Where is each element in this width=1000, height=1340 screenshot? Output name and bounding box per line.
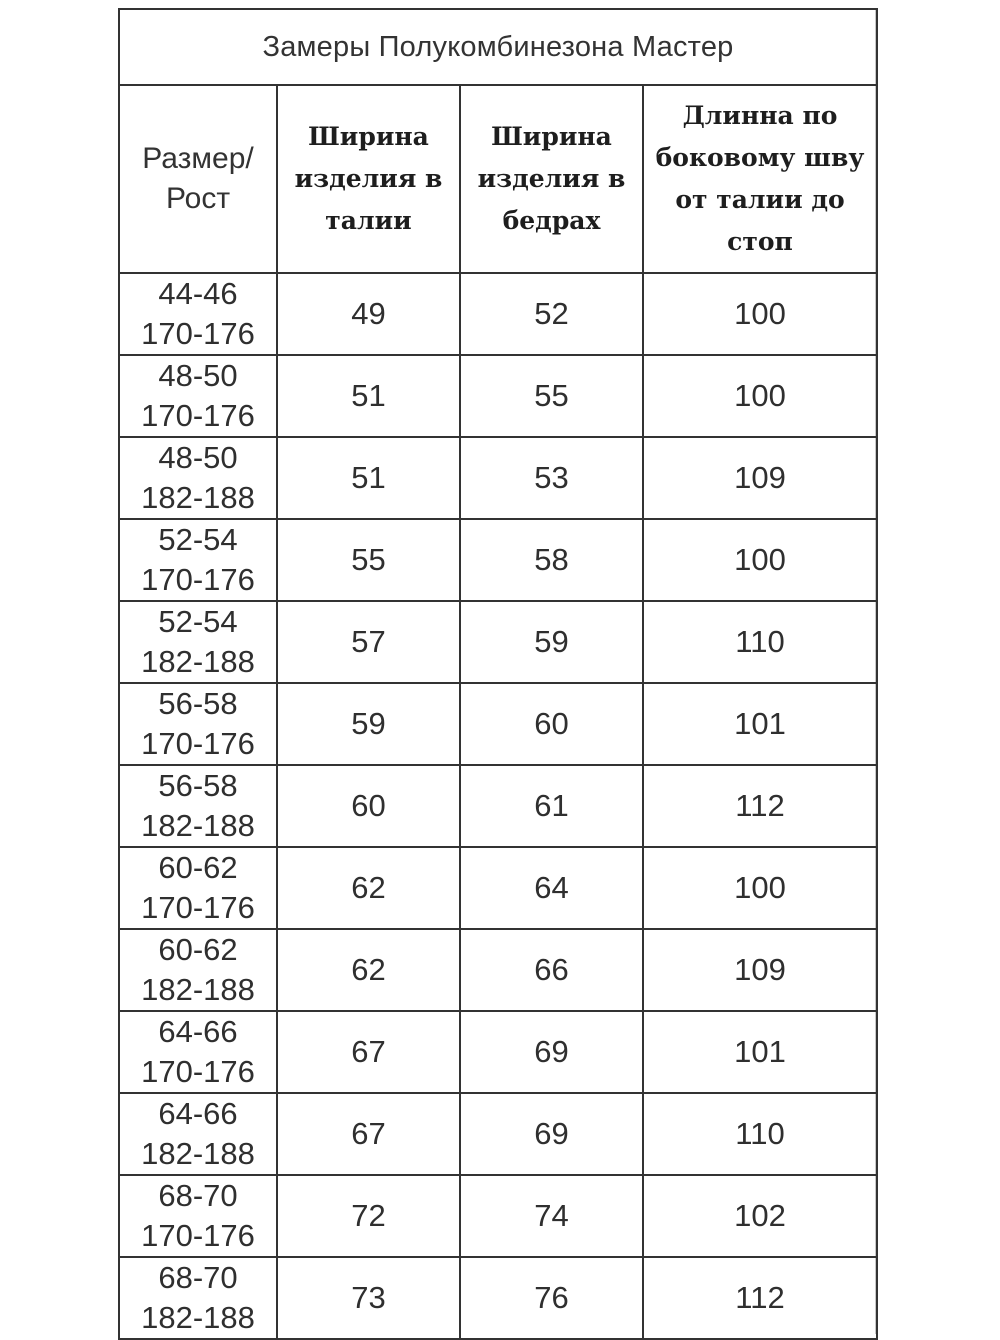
table-title: Замеры Полукомбинезона Мастер bbox=[119, 9, 877, 85]
hip-width-cell: 53 bbox=[460, 437, 643, 519]
size-height-cell bbox=[119, 1093, 277, 1175]
waist-width-cell: 59 bbox=[277, 683, 460, 765]
size-value: 60-62 bbox=[158, 932, 238, 967]
size-value: 68-70 bbox=[158, 1178, 238, 1213]
waist-width-cell: 73 bbox=[277, 1257, 460, 1339]
size-height-cell bbox=[119, 1257, 277, 1339]
size-height-cell bbox=[119, 1175, 277, 1257]
height-value: 170-176 bbox=[141, 1218, 255, 1253]
waist-width-cell: 51 bbox=[277, 437, 460, 519]
table-row bbox=[119, 519, 877, 601]
hip-width-cell: 59 bbox=[460, 601, 643, 683]
table-row bbox=[119, 437, 877, 519]
side-seam-length-cell: 102 bbox=[643, 1175, 877, 1257]
size-value: 64-66 bbox=[158, 1096, 238, 1131]
size-height-cell bbox=[119, 437, 277, 519]
table-row bbox=[119, 765, 877, 847]
hip-width-cell: 66 bbox=[460, 929, 643, 1011]
size-value: 52-54 bbox=[158, 604, 238, 639]
side-seam-length-cell: 110 bbox=[643, 1093, 877, 1175]
side-seam-length-cell: 112 bbox=[643, 765, 877, 847]
waist-width-cell: 57 bbox=[277, 601, 460, 683]
table-row bbox=[119, 1011, 877, 1093]
height-value: 182-188 bbox=[141, 1300, 255, 1335]
height-value: 182-188 bbox=[141, 972, 255, 1007]
header-row bbox=[119, 85, 877, 273]
waist-width-cell: 51 bbox=[277, 355, 460, 437]
side-seam-length-cell: 109 bbox=[643, 437, 877, 519]
height-value: 182-188 bbox=[141, 644, 255, 679]
hip-width-cell: 61 bbox=[460, 765, 643, 847]
waist-width-cell: 60 bbox=[277, 765, 460, 847]
side-seam-length-cell: 100 bbox=[643, 273, 877, 355]
size-value: 68-70 bbox=[158, 1260, 238, 1295]
side-seam-length-cell: 101 bbox=[643, 683, 877, 765]
table-row bbox=[119, 601, 877, 683]
size-height-cell bbox=[119, 519, 277, 601]
side-seam-length-cell: 100 bbox=[643, 355, 877, 437]
size-height-cell bbox=[119, 1011, 277, 1093]
waist-width-cell: 67 bbox=[277, 1011, 460, 1093]
side-seam-length-cell: 100 bbox=[643, 519, 877, 601]
side-seam-length-cell: 110 bbox=[643, 601, 877, 683]
height-value: 182-188 bbox=[141, 480, 255, 515]
size-chart-sheet bbox=[118, 8, 878, 1334]
table-row bbox=[119, 1175, 877, 1257]
waist-width-cell: 62 bbox=[277, 929, 460, 1011]
hip-width-cell: 52 bbox=[460, 273, 643, 355]
waist-width-cell: 72 bbox=[277, 1175, 460, 1257]
size-value: 44-46 bbox=[158, 276, 238, 311]
size-value: 56-58 bbox=[158, 768, 238, 803]
size-value: 64-66 bbox=[158, 1014, 238, 1049]
side-seam-length-cell: 101 bbox=[643, 1011, 877, 1093]
size-value: 56-58 bbox=[158, 686, 238, 721]
size-chart-table bbox=[118, 8, 878, 1340]
size-height-cell bbox=[119, 683, 277, 765]
hip-width-cell: 58 bbox=[460, 519, 643, 601]
table-row bbox=[119, 1257, 877, 1339]
size-height-cell bbox=[119, 273, 277, 355]
size-value: 52-54 bbox=[158, 522, 238, 557]
hip-width-cell: 64 bbox=[460, 847, 643, 929]
hip-width-cell: 76 bbox=[460, 1257, 643, 1339]
table-row bbox=[119, 273, 877, 355]
waist-width-cell: 55 bbox=[277, 519, 460, 601]
size-value: 48-50 bbox=[158, 358, 238, 393]
hip-width-cell: 55 bbox=[460, 355, 643, 437]
size-height-cell bbox=[119, 355, 277, 437]
height-value: 170-176 bbox=[141, 316, 255, 351]
hip-width-cell: 69 bbox=[460, 1093, 643, 1175]
table-row bbox=[119, 683, 877, 765]
table-body bbox=[119, 273, 877, 1339]
waist-width-cell: 67 bbox=[277, 1093, 460, 1175]
size-height-cell bbox=[119, 847, 277, 929]
height-value: 182-188 bbox=[141, 808, 255, 843]
side-seam-length-cell: 112 bbox=[643, 1257, 877, 1339]
height-value: 170-176 bbox=[141, 562, 255, 597]
table-row bbox=[119, 1093, 877, 1175]
header-size-height: Размер/ Рост bbox=[119, 85, 277, 273]
header-side-seam-length: Длинна по боковому шву от талии до стоп bbox=[643, 85, 877, 273]
waist-width-cell: 62 bbox=[277, 847, 460, 929]
size-value: 60-62 bbox=[158, 850, 238, 885]
hip-width-cell: 74 bbox=[460, 1175, 643, 1257]
hip-width-cell: 69 bbox=[460, 1011, 643, 1093]
height-value: 170-176 bbox=[141, 890, 255, 925]
hip-width-cell: 60 bbox=[460, 683, 643, 765]
table-row bbox=[119, 929, 877, 1011]
height-value: 170-176 bbox=[141, 398, 255, 433]
size-height-cell bbox=[119, 765, 277, 847]
header-waist-width: Ширина изделия в талии bbox=[277, 85, 460, 273]
size-height-cell bbox=[119, 929, 277, 1011]
side-seam-length-cell: 109 bbox=[643, 929, 877, 1011]
table-row bbox=[119, 355, 877, 437]
size-height-cell bbox=[119, 601, 277, 683]
height-value: 170-176 bbox=[141, 1054, 255, 1089]
header-hip-width: Ширина изделия в бедрах bbox=[460, 85, 643, 273]
size-value: 48-50 bbox=[158, 440, 238, 475]
waist-width-cell: 49 bbox=[277, 273, 460, 355]
height-value: 170-176 bbox=[141, 726, 255, 761]
side-seam-length-cell: 100 bbox=[643, 847, 877, 929]
table-row bbox=[119, 847, 877, 929]
height-value: 182-188 bbox=[141, 1136, 255, 1171]
